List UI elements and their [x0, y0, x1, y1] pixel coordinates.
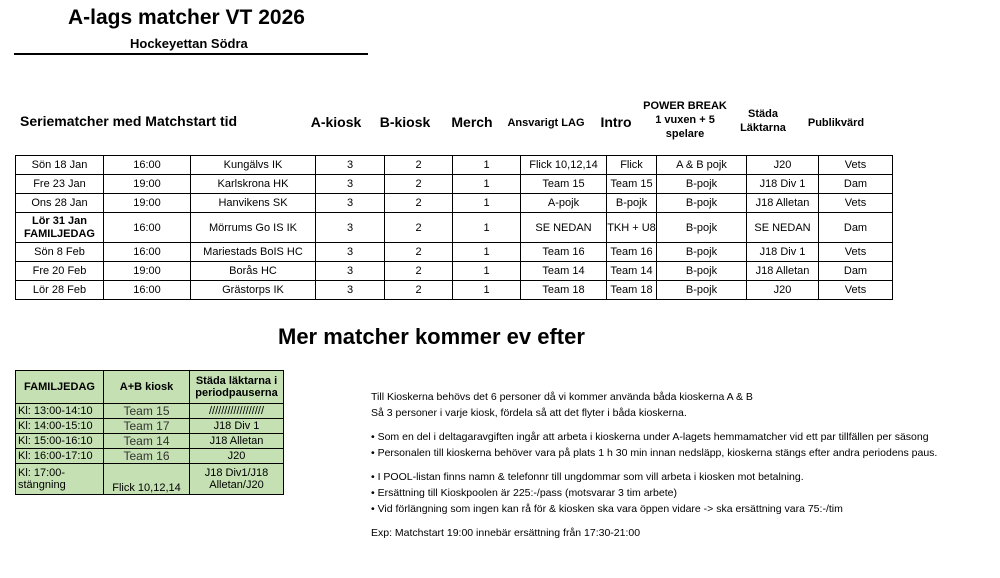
match-merch: 1	[453, 156, 521, 175]
match-time: 16:00	[104, 156, 191, 175]
familjedag-stada	[190, 464, 284, 495]
match-intro: TKH + U8	[607, 213, 657, 243]
match-time: 16:00	[104, 243, 191, 262]
familjedag-kiosk: Flick 10,12,14	[104, 464, 190, 495]
familjedag-kiosk: Team 15	[104, 404, 190, 419]
familjedag-kiosk: Team 14	[104, 434, 190, 449]
match-time: 19:00	[104, 262, 191, 281]
match-stada: SE NEDAN	[747, 213, 819, 243]
match-a-kiosk: 3	[316, 281, 385, 300]
page-subtitle: Hockeyettan Södra	[130, 36, 248, 51]
familjedag-time: Kl: 15:00-16:10	[16, 434, 104, 449]
match-time: 19:00	[104, 175, 191, 194]
table-row	[16, 419, 284, 434]
page-title: A-lags matcher VT 2026	[68, 6, 305, 29]
info-bullet: • Personalen till kioskerna behöver vara på plats 1 h 30 min innan nedsläpp, kioskerna stängs efter andra periodens paus.	[371, 447, 938, 459]
match-date: Fre 23 Jan	[16, 175, 104, 194]
match-stada: J18 Alletan	[747, 262, 819, 281]
familjedag-time-line2: stängning	[18, 479, 66, 491]
match-merch: 1	[453, 175, 521, 194]
match-team: Flick 10,12,14	[521, 156, 607, 175]
match-a-kiosk: 3	[316, 213, 385, 243]
match-stada: J20	[747, 281, 819, 300]
match-b-kiosk: 2	[385, 194, 453, 213]
match-merch: 1	[453, 262, 521, 281]
match-date	[16, 213, 104, 243]
header-stada-line2: Läktarna	[740, 122, 786, 134]
match-publikvard: Dam	[819, 213, 893, 243]
familjedag-time: Kl: 16:00-17:10	[16, 449, 104, 464]
table-row	[16, 404, 284, 419]
match-a-kiosk: 3	[316, 243, 385, 262]
match-intro: Team 16	[607, 243, 657, 262]
match-date: Lör 28 Feb	[16, 281, 104, 300]
table-row	[16, 449, 284, 464]
header-power-break-line1: POWER BREAK	[643, 100, 727, 112]
match-a-kiosk: 3	[316, 262, 385, 281]
match-intro: Team 15	[607, 175, 657, 194]
match-opponent: Borås HC	[191, 262, 316, 281]
familjedag-kiosk: Team 16	[104, 449, 190, 464]
stada-header-line2: periodpauserna	[195, 387, 278, 399]
match-merch: 1	[453, 213, 521, 243]
match-opponent: Karlskrona HK	[191, 175, 316, 194]
title-underline	[14, 53, 368, 55]
match-intro: B-pojk	[607, 194, 657, 213]
match-merch: 1	[453, 281, 521, 300]
familjedag-stada: J18 Alletan	[190, 434, 284, 449]
info-line: Så 3 personer i varje kiosk, fördela så att det flyter i båda kioskerna.	[371, 407, 687, 419]
match-team: Team 15	[521, 175, 607, 194]
match-date: Fre 20 Feb	[16, 262, 104, 281]
header-b-kiosk: B-kiosk	[379, 114, 431, 130]
match-power-break: B-pojk	[657, 262, 747, 281]
match-publikvard: Vets	[819, 156, 893, 175]
header-power-break-line3: spelare	[665, 128, 705, 140]
match-power-break: B-pojk	[657, 243, 747, 262]
table-row	[16, 243, 893, 262]
table-row	[16, 464, 284, 495]
match-intro: Flick	[607, 156, 657, 175]
match-time: 16:00	[104, 281, 191, 300]
familjedag-header: FAMILJEDAG	[16, 371, 104, 404]
match-a-kiosk: 3	[316, 175, 385, 194]
header-publikvard: Publikvärd	[807, 117, 865, 129]
familjedag-time: Kl: 14:00-15:10	[16, 419, 104, 434]
match-b-kiosk: 2	[385, 156, 453, 175]
match-team: Team 18	[521, 281, 607, 300]
matches-table	[15, 155, 893, 300]
match-opponent: Mariestads BoIS HC	[191, 243, 316, 262]
info-text	[371, 389, 996, 541]
stada-header	[190, 371, 284, 404]
header-a-kiosk: A-kiosk	[310, 114, 362, 130]
match-time: 16:00	[104, 213, 191, 243]
match-publikvard: Vets	[819, 194, 893, 213]
match-publikvard: Dam	[819, 262, 893, 281]
match-power-break: B-pojk	[657, 281, 747, 300]
match-b-kiosk: 2	[385, 213, 453, 243]
match-intro: Team 18	[607, 281, 657, 300]
familjedag-stada: J20	[190, 449, 284, 464]
header-stada	[730, 107, 796, 135]
table-row	[16, 434, 284, 449]
match-opponent: Grästorps IK	[191, 281, 316, 300]
kiosk-header: A+B kiosk	[104, 371, 190, 404]
match-b-kiosk: 2	[385, 243, 453, 262]
header-power-break	[640, 99, 730, 141]
match-team: A-pojk	[521, 194, 607, 213]
match-date-line1: Lör 31 Jan	[31, 214, 88, 227]
match-merch: 1	[453, 243, 521, 262]
familjedag-stada: //////////////////	[190, 404, 284, 419]
info-example: Exp: Matchstart 19:00 innebär ersättning från 17:30-21:00	[371, 527, 641, 539]
info-line: Till Kioskerna behövs det 6 personer då vi kommer använda båda kioskerna A & B	[371, 391, 753, 403]
match-merch: 1	[453, 194, 521, 213]
familjedag-stada-line1: J18 Div1/J18	[204, 467, 269, 479]
match-opponent: Mörrums Go IS IK	[191, 213, 316, 243]
familjedag-table	[15, 370, 284, 495]
match-power-break: B-pojk	[657, 194, 747, 213]
match-b-kiosk: 2	[385, 281, 453, 300]
match-date-line2: FAMILJEDAG	[24, 227, 95, 240]
section-label: Seriematcher med Matchstart tid	[20, 113, 238, 129]
match-power-break: B-pojk	[657, 175, 747, 194]
info-bullet: • Som en del i deltagaravgiften ingår att arbeta i kioskerna under A-lagets hemmamatcher vid ett par tillfällen per säsong	[371, 431, 929, 443]
familjedag-stada: J18 Div 1	[190, 419, 284, 434]
header-power-break-line2: 1 vuxen + 5	[655, 114, 715, 126]
table-row	[16, 194, 893, 213]
familjedag-header-row	[16, 371, 284, 404]
match-time: 19:00	[104, 194, 191, 213]
match-opponent: Hanvikens SK	[191, 194, 316, 213]
table-row	[16, 213, 893, 243]
match-power-break: A & B pojk	[657, 156, 747, 175]
match-opponent: Kungälvs IK	[191, 156, 316, 175]
familjedag-time	[16, 464, 104, 495]
match-publikvard: Vets	[819, 243, 893, 262]
info-bullet: • I POOL-listan finns namn & telefonnr till ungdommar som vill arbeta i kiosken mot betalning.	[371, 471, 804, 483]
familjedag-time: Kl: 13:00-14:10	[16, 404, 104, 419]
info-bullet: • Vid förlängning som ingen kan rå för & kiosken ska vara öppen vidare -> ska ersättning vara 75:-/tim	[371, 503, 843, 515]
header-merch: Merch	[451, 114, 493, 130]
stada-header-line1: Städa läktarna i	[195, 375, 278, 387]
match-team: Team 14	[521, 262, 607, 281]
table-row	[16, 175, 893, 194]
header-stada-line1: Städa	[748, 108, 778, 120]
match-date: Sön 18 Jan	[16, 156, 104, 175]
match-stada: J18 Div 1	[747, 243, 819, 262]
familjedag-time-line1: Kl: 17:00-	[18, 467, 66, 479]
info-bullet: • Ersättning till Kioskpoolen är 225:-/pass (motsvarar 3 tim arbete)	[371, 487, 677, 499]
match-power-break: B-pojk	[657, 213, 747, 243]
match-stada: J20	[747, 156, 819, 175]
match-b-kiosk: 2	[385, 175, 453, 194]
match-a-kiosk: 3	[316, 156, 385, 175]
familjedag-kiosk: Team 17	[104, 419, 190, 434]
table-row	[16, 156, 893, 175]
match-intro: Team 14	[607, 262, 657, 281]
more-matches-heading: Mer matcher kommer ev efter	[278, 324, 585, 349]
match-stada: J18 Alletan	[747, 194, 819, 213]
table-row	[16, 281, 893, 300]
header-intro: Intro	[600, 114, 632, 130]
match-stada: J18 Div 1	[747, 175, 819, 194]
match-a-kiosk: 3	[316, 194, 385, 213]
match-publikvard: Dam	[819, 175, 893, 194]
match-date: Sön 8 Feb	[16, 243, 104, 262]
familjedag-stada-line2: Alletan/J20	[209, 479, 264, 491]
match-b-kiosk: 2	[385, 262, 453, 281]
match-publikvard: Vets	[819, 281, 893, 300]
match-date: Ons 28 Jan	[16, 194, 104, 213]
match-team: SE NEDAN	[521, 213, 607, 243]
header-ansvarigt-lag: Ansvarigt LAG	[507, 117, 585, 129]
match-team: Team 16	[521, 243, 607, 262]
table-row	[16, 262, 893, 281]
